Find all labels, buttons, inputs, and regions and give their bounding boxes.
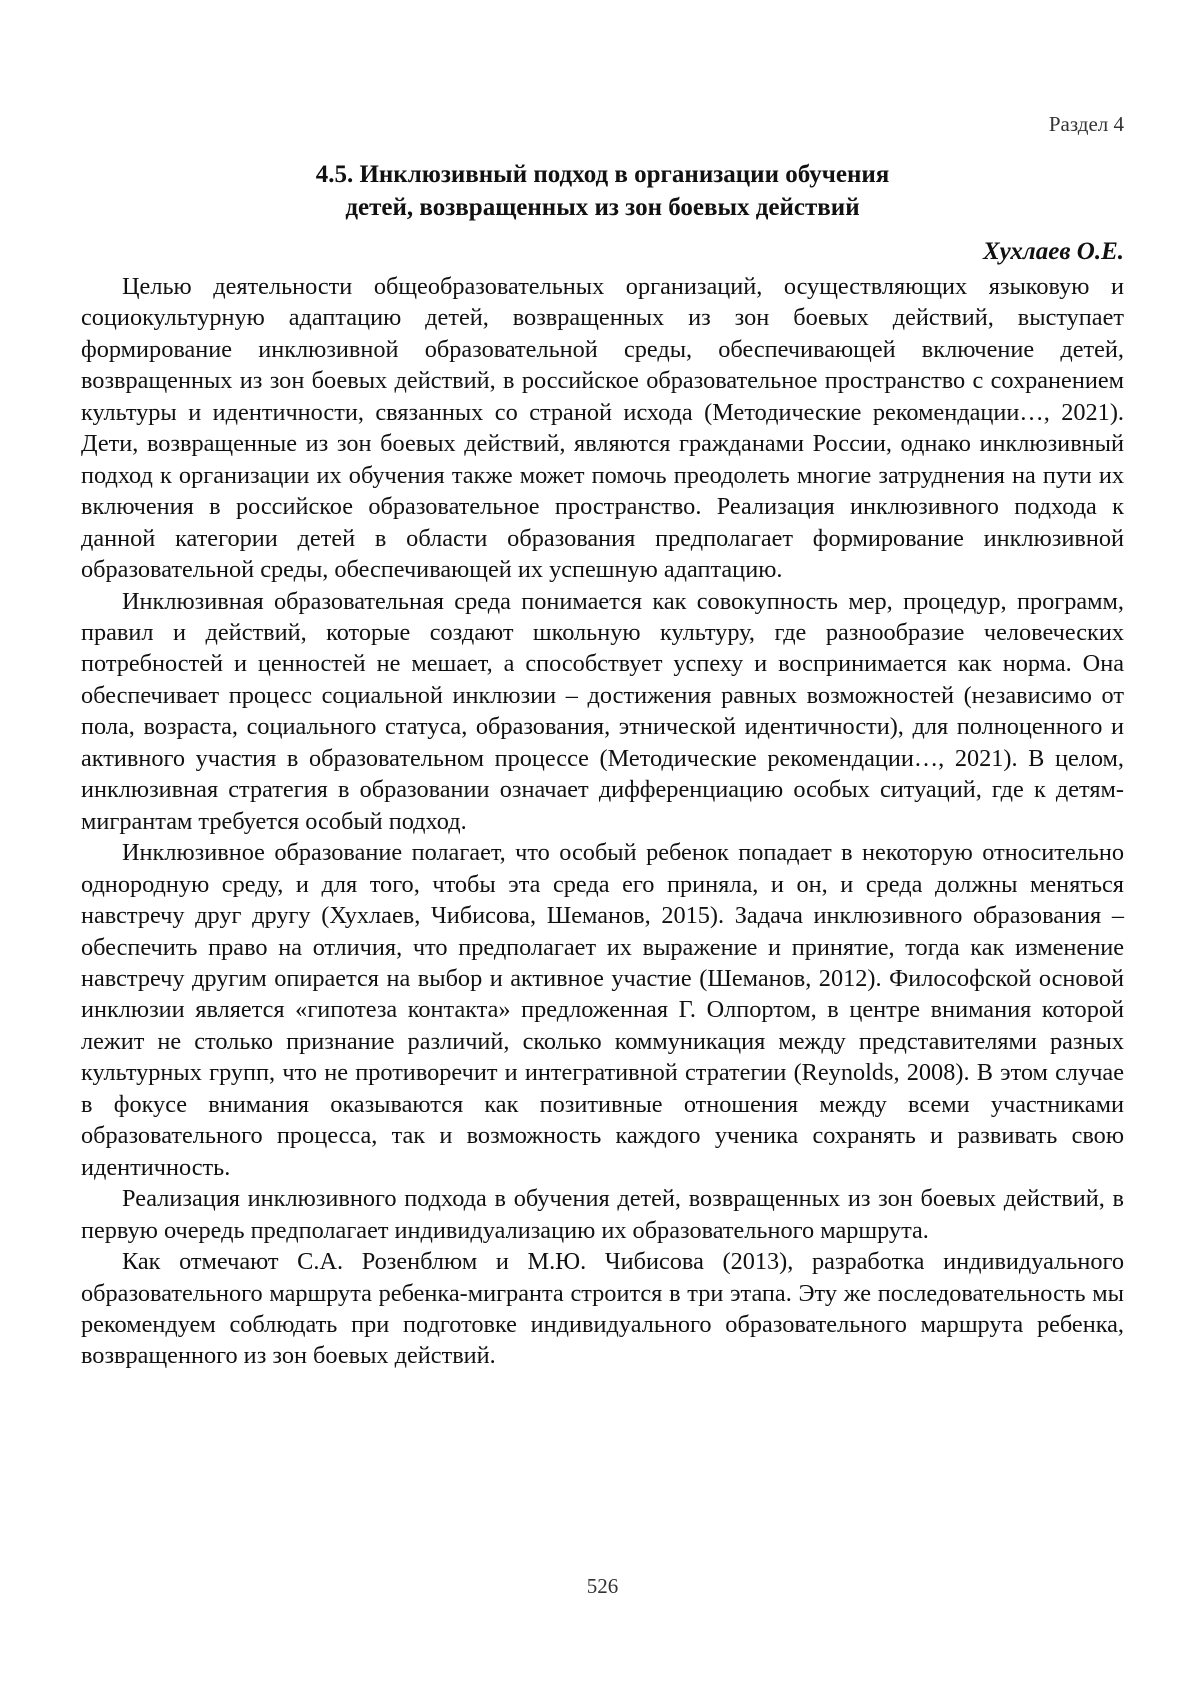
document-page	[81, 0, 1124, 1703]
section-title	[81, 158, 1124, 224]
section-title-line-2: детей, возвращенных из зон боевых действий	[345, 194, 860, 221]
paragraph-5: Как отмечают С.А. Розенблюм и М.Ю. Чибисова (2013), разработка индивидуального образовательного маршрута ребенка-мигранта строится в три этапа. Эту же последовательность мы рекомендуем соблюдать при подготовке индивидуального образовательного маршрута ребенка, возвращенного из зон боевых действий.	[81, 1248, 1124, 1370]
section-title-line-1: 4.5. Инклюзивный подход в организации обучения	[315, 161, 890, 188]
paragraph-1: Целью деятельности общеобразовательных организаций, осуществляющих языковую и социокультурную адаптацию детей, возвращенных из зон боевых действий, выступает формирование инклюзивной образовательной среды, обеспечивающей включение детей, возвращенных из зон боевых действий, в российское образовательное пространство с сохранением культуры и идентичности, связанных со страной исхода (Методические рекомендации…, 2021). Дети, возвращенные из зон боевых действий, являются гражданами России, однако инклюзивный подход к организации их обучения также может помочь преодолеть многие затруднения на пути их включения в российское образовательное пространство. Реализация инклюзивного подхода к данной категории детей в области образования предполагает формирование инклюзивной образовательной среды, обеспечивающей их успешную адаптацию.	[81, 273, 1124, 584]
paragraph-3: Инклюзивное образование полагает, что особый ребенок попадает в некоторую относительно однородную среду, и для того, чтобы эта среда его приняла, и он, и среда должны меняться навстречу друг другу (Хухлаев, Чибисова, Шеманов, 2015). Задача инклюзивного образования – обеспечить право на отличия, что предполагает их выражение и принятие, тогда как изменение навстречу другим опирается на выбор и активное участие (Шеманов, 2012). Философской основой инклюзии является «гипотеза контакта» предложенная Г. Олпортом, в центре внимания которой лежит не столько признание различий, сколько коммуникация между представителями разных культурных групп, что не противоречит и интегративной стратегии (Reynolds, 2008). В этом случае в фокусе внимания оказываются как позитивные отношения между всеми участниками образовательного процесса, так и возможность каждого ученика сохранять и развивать свою идентичность.	[81, 839, 1124, 1181]
author-name: Хухлаев О.Е.	[982, 238, 1124, 265]
body-text	[81, 271, 1124, 1372]
page-number: 526	[586, 1574, 619, 1598]
running-head: Раздел 4	[1048, 112, 1124, 136]
paragraph-4: Реализация инклюзивного подхода в обучения детей, возвращенных из зон боевых действий, в первую очередь предполагает индивидуализацию их образовательного маршрута.	[81, 1185, 1124, 1244]
paragraph-2: Инклюзивная образовательная среда понимается как совокупность мер, процедур, программ, правил и действий, которые создают школьную культуру, где разнообразие человеческих потребностей и ценностей не мешает, а способствует успеху и воспринимается как норма. Она обеспечивает процесс социальной инклюзии – достижения равных возможностей (независимо от пола, возраста, социального статуса, образования, этнической идентичности), для полноценного и активного участия в образовательном процессе (Методические рекомендации…, 2021). В целом, инклюзивная стратегия в образовании означает дифференциацию особых ситуаций, где к детям-мигрантам требуется особый подход.	[81, 587, 1124, 835]
